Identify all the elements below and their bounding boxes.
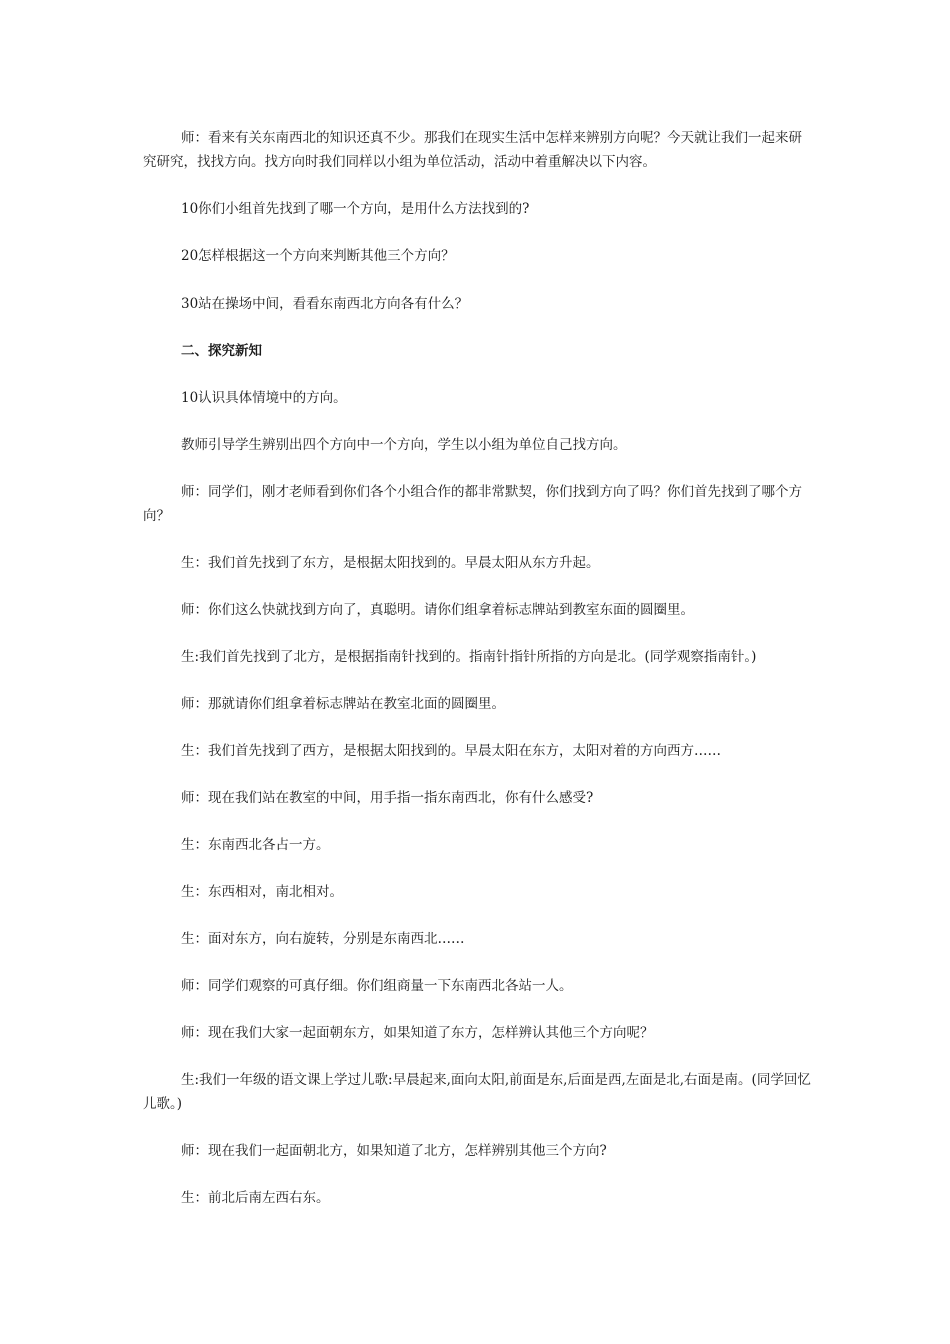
paragraph-instruction: 教师引导学生辨别出四个方向中一个方向，学生以小组为单位自己找方向。 — [181, 437, 627, 453]
paragraph-student-rhyme: 生:我们一年级的语文课上学过儿歌:早晨起来,面向太阳,前面是东,后面是西,左面是北,右面是南。(同学回忆儿歌。) — [143, 1072, 811, 1112]
paragraph-student-north: 生:我们首先找到了北方，是根据指南针找到的。指南针指针所指的方向是北。(同学观察指南针。) — [181, 649, 757, 665]
question-2: 20怎样根据这一个方向来判断其他三个方向？ — [181, 248, 455, 264]
paragraph-student-opposite: 生：东西相对，南北相对。 — [181, 884, 343, 900]
paragraph-student-each: 生：东南西北各占一方。 — [181, 837, 330, 853]
question-3: 30站在操场中间，看看东南西北方向各有什么？ — [181, 296, 469, 312]
paragraph-teacher-north: 师：那就请你们组拿着标志牌站在教室北面的圆圈里。 — [181, 696, 505, 712]
paragraph-teacher-center: 师：现在我们站在教室的中间，用手指一指东南西北，你有什么感受? — [181, 790, 594, 806]
paragraph-student-west: 生：我们首先找到了西方，是根据太阳找到的。早晨太阳在东方，太阳对着的方向西方…… — [181, 743, 721, 759]
paragraph-teacher-observe: 师：同学们观察的可真仔细。你们组商量一下东南西北各站一人。 — [181, 978, 573, 994]
question-1: 10你们小组首先找到了哪一个方向，是用什么方法找到的? — [181, 201, 530, 217]
paragraph-student-east: 生：我们首先找到了东方，是根据太阳找到的。早晨太阳从东方升起。 — [181, 555, 600, 571]
paragraph-teacher-question: 师：同学们，刚才老师看到你们各个小组合作的都非常默契，你们找到方向了吗？你们首先找到了哪个方向？ — [143, 484, 802, 524]
subsection-1: 10认识具体情境中的方向。 — [181, 390, 347, 406]
paragraph-teacher-face-north: 师：现在我们一起面朝北方，如果知道了北方，怎样辨别其他三个方向? — [181, 1143, 607, 1159]
section-heading: 二、探究新知 — [181, 343, 262, 359]
paragraph-teacher-face-east: 师：现在我们大家一起面朝东方，如果知道了东方，怎样辨认其他三个方向呢？ — [181, 1025, 654, 1041]
paragraph-student-rotate: 生：面对东方，向右旋转，分别是东南西北…… — [181, 931, 465, 947]
paragraph-teacher-praise: 师：你们这么快就找到方向了，真聪明。请你们组拿着标志牌站到教室东面的圆圈里。 — [181, 602, 694, 618]
paragraph-student-answer: 生：前北后南左西右东。 — [181, 1190, 330, 1206]
paragraph-teacher-intro: 师：看来有关东南西北的知识还真不少。那我们在现实生活中怎样来辨别方向呢？今天就让我们一起来研究研究，找找方向。找方向时我们同样以小组为单位活动，活动中着重解决以下内容。 — [143, 130, 802, 170]
